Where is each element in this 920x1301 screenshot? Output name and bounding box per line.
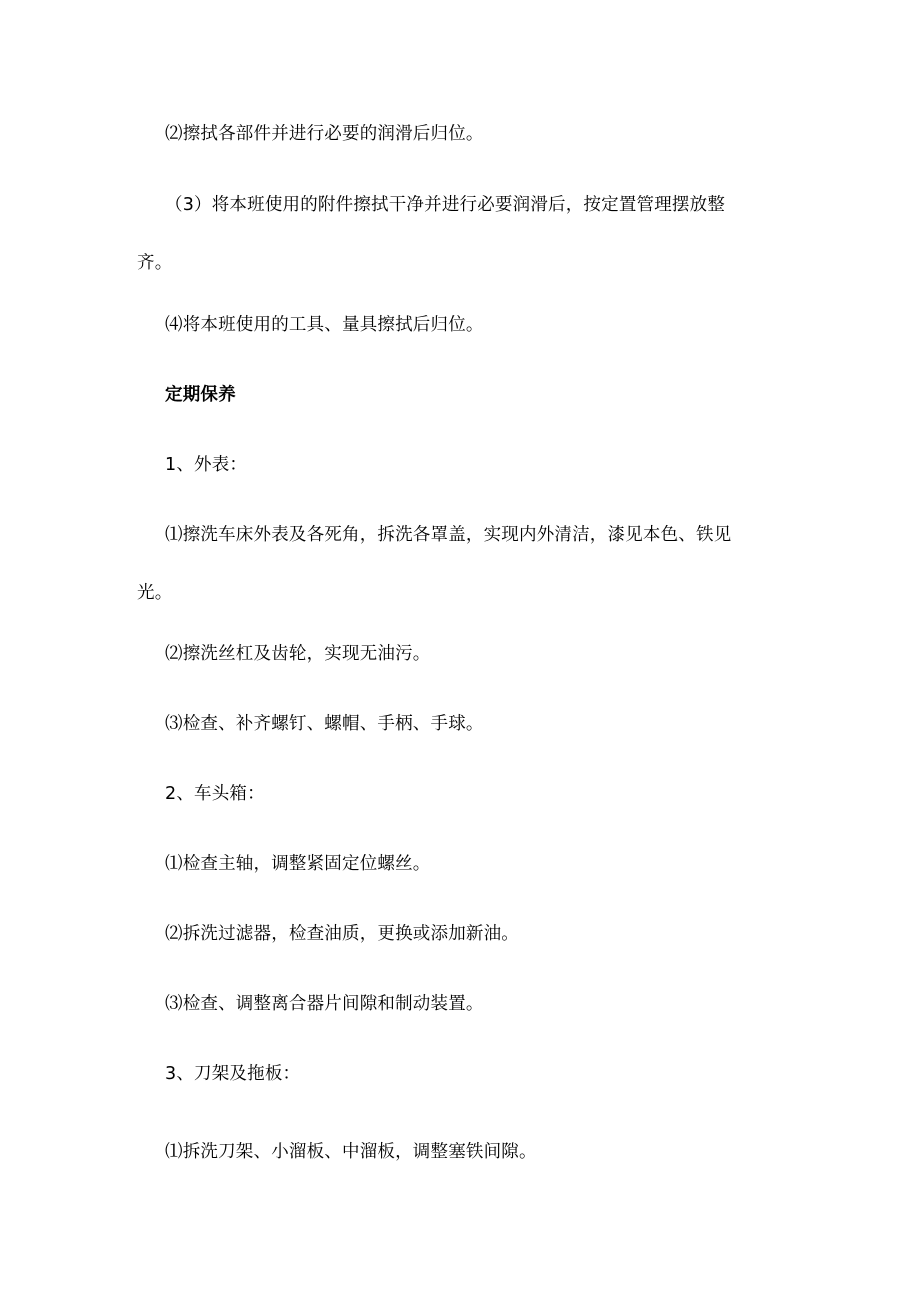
section-heading-periodic-maintenance: 定期保养 (165, 385, 236, 405)
paragraph-spindle: ⑴检查主轴，调整紧固定位螺丝。 (165, 854, 431, 874)
paragraph-tools: ⑷将本班使用的工具、量具擦拭后归位。 (165, 315, 484, 335)
paragraph-lead-screw: ⑵擦洗丝杠及齿轮，实现无油污。 (165, 644, 431, 664)
paragraph-attachments-line-1: （3）将本班使用的附件擦拭干净并进行必要润滑后，按定置管理摆放整 (165, 195, 726, 215)
paragraph-attachments-line-2: 齐。 (137, 253, 173, 273)
paragraph-wipe-parts: ⑵擦拭各部件并进行必要的润滑后归位。 (165, 124, 484, 144)
subheading-tool-post: 3、刀架及拖板： (165, 1064, 301, 1084)
paragraph-tool-post: ⑴拆洗刀架、小溜板、中溜板，调整塞铁间隙。 (165, 1142, 537, 1162)
paragraph-filter: ⑵拆洗过滤器，检查油质，更换或添加新油。 (165, 924, 519, 944)
paragraph-clutch: ⑶检查、调整离合器片间隙和制动装置。 (165, 994, 484, 1014)
subheading-headstock: 2、车头箱： (165, 784, 265, 804)
paragraph-clean-exterior-line-1: ⑴擦洗车床外表及各死角，拆洗各罩盖，实现内外清洁，漆见本色、铁见 (165, 525, 732, 545)
paragraph-check-screws: ⑶检查、补齐螺钉、螺帽、手柄、手球。 (165, 714, 484, 734)
paragraph-clean-exterior (137, 524, 732, 604)
paragraph-attachments (137, 194, 726, 274)
paragraph-clean-exterior-line-2: 光。 (137, 583, 173, 603)
subheading-exterior: 1、外表： (165, 455, 248, 475)
